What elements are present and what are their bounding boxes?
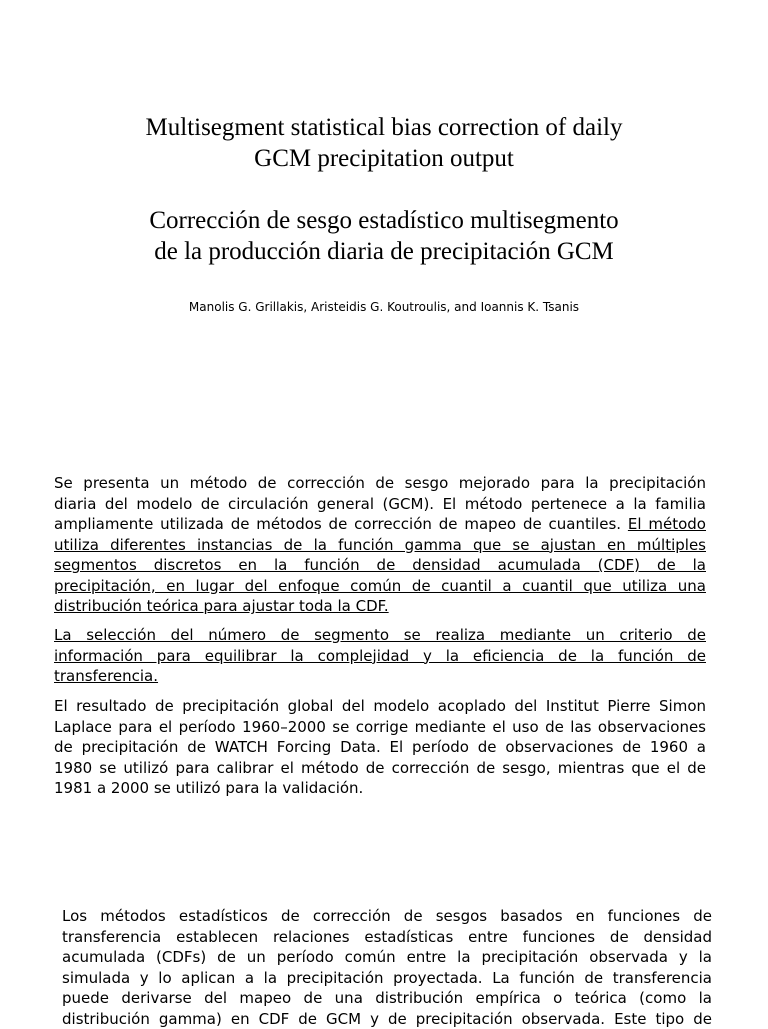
paragraph-line — [54, 514, 706, 535]
title-english-line-2: GCM precipitation output — [0, 143, 768, 174]
paragraph-line: simulada y lo aplican a la precipitación proyectada. La función de transferencia — [62, 968, 712, 989]
underlined-text: El método — [628, 515, 706, 533]
title-english — [0, 112, 768, 174]
paragraph-line: Los métodos estadísticos de corrección de sesgos basados en funciones de — [62, 906, 712, 927]
paragraph-line: El resultado de precipitación global del modelo acoplado del Institut Pierre Simon — [54, 696, 706, 717]
paragraph-line: diaria del modelo de circulación general (GCM). El método pertenece a la familia — [54, 494, 706, 515]
paragraph-line: acumulada (CDFs) de un período común entre la precipitación observada y la — [62, 947, 712, 968]
abstract-paragraph-method — [54, 473, 706, 617]
paragraph-line: Laplace para el período 1960–2000 se corrige mediante el uso de las observaciones — [54, 717, 706, 738]
title-english-line-1: Multisegment statistical bias correction of daily — [0, 112, 768, 143]
underlined-line: precipitación, en lugar del enfoque común de cuantil a cuantil que utiliza una — [54, 576, 706, 597]
author-list: Manolis G. Grillakis, Aristeidis G. Koutroulis, and Ioannis K. Tsanis — [0, 298, 768, 316]
paragraph-line: puede derivarse del mapeo de una distribución empírica o teórica (como la — [62, 988, 712, 1009]
paragraph-line: distribución gamma) en CDF de GCM y de precipitación observada. Este tipo de — [62, 1009, 712, 1029]
abstract-paragraph-results — [54, 696, 706, 799]
paragraph-text: ampliamente utilizada de métodos de corrección de mapeo de cuantiles. — [54, 515, 628, 533]
paragraph-line: de precipitación de WATCH Forcing Data. El período de observaciones de 1960 a — [54, 737, 706, 758]
paragraph-line: transferencia establecen relaciones estadísticas entre funciones de densidad — [62, 927, 712, 948]
underlined-line: La selección del número de segmento se realiza mediante un criterio de — [54, 625, 706, 646]
title-spanish — [0, 205, 768, 267]
underlined-line: segmentos discretos en la función de densidad acumulada (CDF) de la — [54, 555, 706, 576]
underlined-line: información para equilibrar la complejidad y la eficiencia de la función de — [54, 646, 706, 667]
title-spanish-line-1: Corrección de sesgo estadístico multisegmento — [0, 205, 768, 236]
paragraph-line: 1980 se utilizó para calibrar el método de corrección de sesgo, mientras que el de — [54, 758, 706, 779]
body-paragraph-transfer-functions — [62, 906, 712, 1029]
paragraph-line: Se presenta un método de corrección de sesgo mejorado para la precipitación — [54, 473, 706, 494]
underlined-line: utiliza diferentes instancias de la función gamma que se ajustan en múltiples — [54, 535, 706, 556]
paragraph-line: 1981 a 2000 se utilizó para la validación. — [54, 778, 706, 799]
title-spanish-line-2: de la producción diaria de precipitación GCM — [0, 236, 768, 267]
underlined-line: distribución teórica para ajustar toda la CDF. — [54, 596, 706, 617]
underlined-line: transferencia. — [54, 666, 706, 687]
abstract-paragraph-segment-selection — [54, 625, 706, 687]
